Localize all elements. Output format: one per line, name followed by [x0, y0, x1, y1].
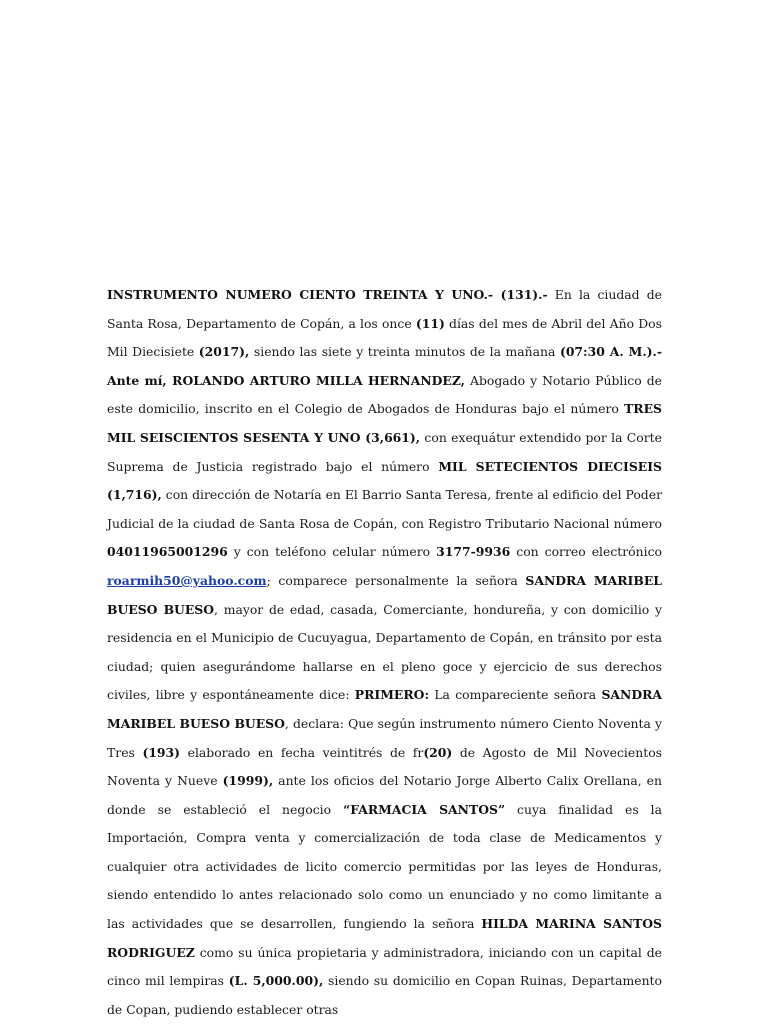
text-run: siendo su domicilio en Copan Ruinas, Departamento de Copan, pudiendo establecer otras — [107, 973, 662, 1017]
text-run: elaborado en fecha veintitrés de fr — [180, 744, 424, 760]
text-run: En la ciudad de Santa Rosa, Departamento de Copán, a los once — [107, 287, 662, 331]
email-link[interactable]: roarmih50@yahoo.com — [107, 572, 267, 588]
bold-text-run: (07:30 A. M.).- Ante mí, ROLANDO ARTURO MILLA HERNANDEZ, — [107, 344, 662, 388]
text-run: días del mes de Abril del Año Dos Mil Diecisiete — [107, 315, 662, 360]
bold-text-run: (193) — [142, 744, 181, 760]
bold-text-run: INSTRUMENTO NUMERO CIENTO TREINTA Y UNO.- (131).- — [107, 287, 548, 302]
text-run: de Agosto de Mil Novecientos Noventa y Nueve — [107, 744, 663, 789]
text-run: como su única propietaria y administradora, iniciando con un capital de cinco mil lempiras — [107, 944, 662, 989]
bold-text-run: 3177-9936 — [436, 544, 511, 560]
instrument-body-paragraph — [107, 281, 662, 1024]
text-run: , declara: Que según instrumento número Ciento Noventa y Tres — [107, 715, 662, 760]
bold-text-run: “FARMACIA SANTOS” — [343, 801, 506, 817]
text-run: siendo las siete y treinta minutos de la mañana — [249, 344, 560, 360]
text-run: cuya finalidad es la Importación, Compra venta y comercialización de toda clase de Medicamentos y cualquier otra actividades de licito comercio permitidas por las leyes de Honduras, siendo entendido lo antes relacionado solo como un enunciado y no como limitante a las actividades que se desarrollen, fungiendo la señora — [107, 801, 663, 932]
text-run: ante los oficios del Notario Jorge Alberto Calix Orellana, en donde se estableció el negocio — [107, 773, 662, 817]
text-run: con exequátur extendido por la Corte Suprema de Justicia registrado bajo el número — [107, 429, 662, 474]
bold-text-run: PRIMERO: — [354, 687, 430, 703]
text-run: y con teléfono celular número — [227, 544, 437, 560]
bold-text-run: SANDRA MARIBEL BUESO BUESO — [107, 687, 663, 731]
bold-text-run: TRES MIL SEISCIENTOS SESENTA Y UNO (3,661), — [107, 401, 662, 445]
text-run: , mayor de edad, casada, Comerciante, hondureña, y con domicilio y residencia en el Municipio de Cucuyagua, Departamento de Copán, en tránsito por esta ciudad; quien asegurándome hallarse en el pleno goce y ejercicio de sus derechos civiles, libre y espontáneamente dice: — [107, 601, 662, 703]
bold-text-run: HILDA MARINA SANTOS RODRIGUEZ — [107, 916, 662, 960]
bold-text-run: (2017), — [198, 344, 250, 360]
text-run: con correo electrónico — [510, 544, 662, 560]
bold-text-run: 04011965001296 — [107, 544, 228, 560]
text-run: con dirección de Notaría en El Barrio Santa Teresa, frente al edificio del Poder Judicial de la ciudad de Santa Rosa de Copán, con Registro Tributario Nacional número — [107, 487, 662, 531]
text-run: La compareciente señora — [429, 687, 602, 703]
bold-text-run: SANDRA MARIBEL BUESO BUESO — [107, 572, 662, 617]
bold-text-run: MIL SETECIENTOS DIECISEIS (1,716), — [107, 458, 662, 503]
bold-text-run: (1999), — [222, 773, 274, 789]
bold-text-run: (11) — [415, 315, 445, 331]
bold-text-run: (20) — [423, 744, 453, 760]
text-run: ; comparece personalmente la señora — [266, 572, 526, 588]
bold-text-run: (L. 5,000.00), — [228, 973, 324, 989]
text-run: Abogado y Notario Público de este domicilio, inscrito en el Colegio de Abogados de Honduras bajo el número — [107, 372, 662, 417]
